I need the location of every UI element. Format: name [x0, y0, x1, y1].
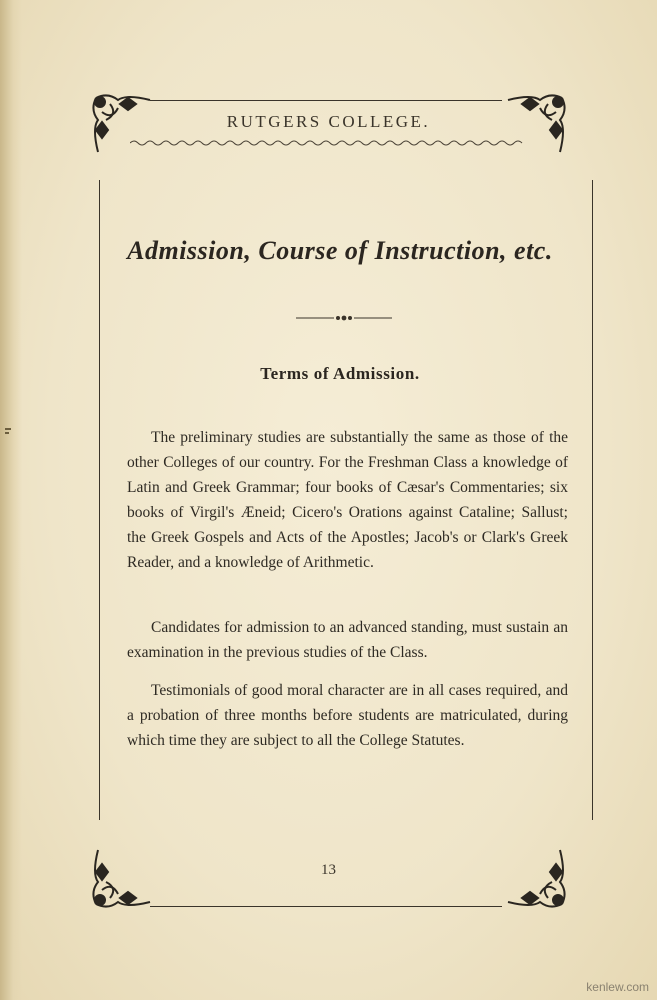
page-title: Admission, Course of Instruction, etc. — [127, 236, 553, 265]
frame-bottom-line — [150, 906, 502, 907]
paragraph-requirements — [127, 425, 568, 575]
section-heading: Terms of Admission. — [260, 364, 420, 383]
binding-mark — [5, 432, 9, 434]
paragraph-text: Testimonials of good moral character are in all cases required, and a probation of three months before students are matriculated, during which time they are subject to all the College Statutes. — [127, 682, 568, 749]
frame-left-line — [99, 180, 100, 820]
paragraph-text: The preliminary studies are substantially the same as those of the other Colleges of our country. For the Freshman Class a knowledge of Latin and Greek Grammar; four books of Cæsar's Commentaries; six books of Virgil's Æneid; Cicero's Orations against Cataline; Sallust; the Greek Gospels and Acts of the Apostles; Jacob's or Clark's Greek Reader, and a knowledge of Arithmetic. — [127, 429, 568, 571]
binding-mark — [5, 428, 11, 430]
running-head-wavy-rule — [130, 138, 527, 148]
frame-right-line — [592, 180, 593, 820]
frame-top-line — [150, 100, 502, 101]
binding-shadow — [0, 0, 22, 1000]
divider-ornament — [296, 312, 392, 324]
paragraph-testimonials — [127, 678, 568, 753]
running-head: RUTGERS COLLEGE. — [226, 112, 431, 131]
watermark: kenlew.com — [586, 980, 649, 994]
page-number: 13 — [321, 862, 336, 878]
paragraph-advanced-standing — [127, 615, 568, 665]
paragraph-text: Candidates for admission to an advanced standing, must sustain an examination in the previous studies of the Class. — [127, 619, 568, 661]
